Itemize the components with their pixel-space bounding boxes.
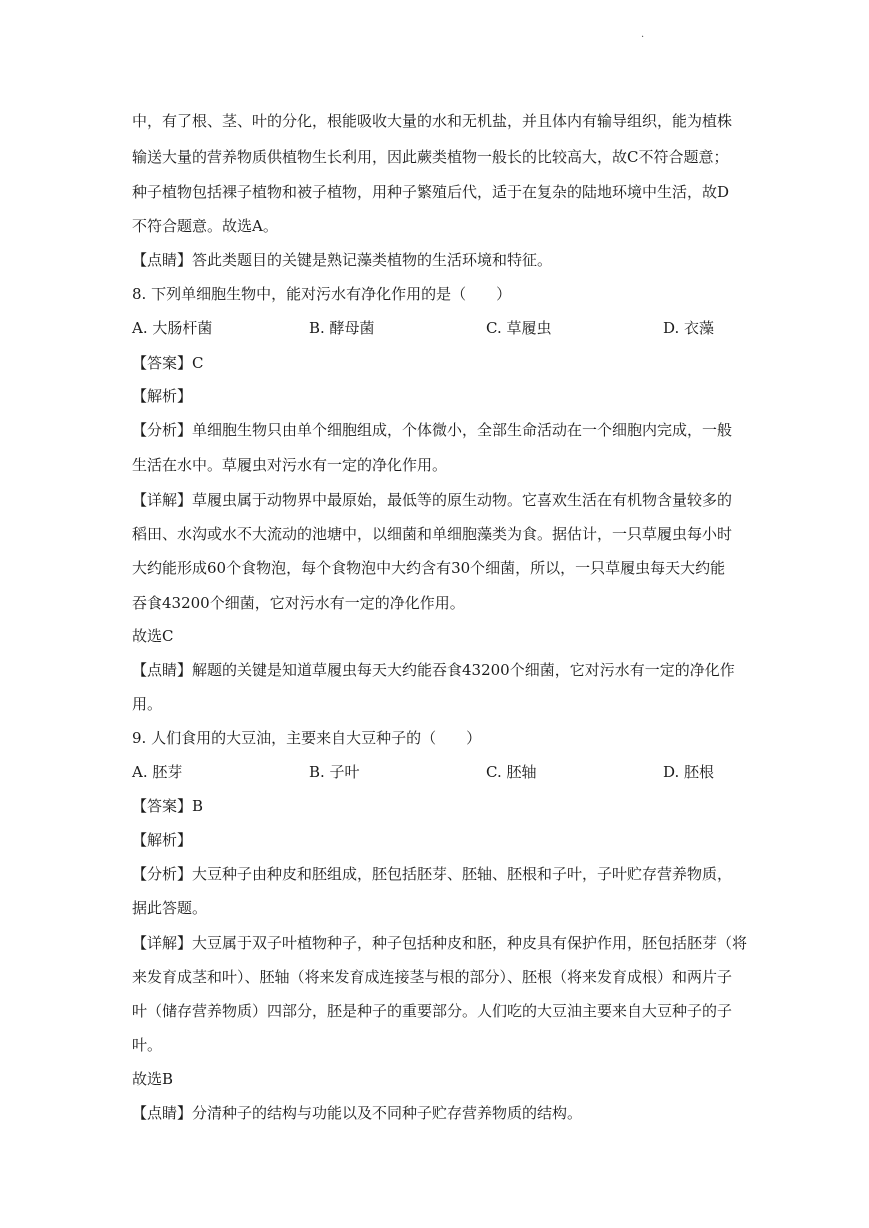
text-line: 稻田、水沟或水不大流动的池塘中，以细菌和单细胞藻类为食。据估计，一只草履虫每小时	[132, 525, 733, 543]
question-8-stem: 8. 下列单细胞生物中，能对污水有净化作用的是（ ）	[132, 285, 512, 303]
q9-option-c: C. 胚轴	[486, 763, 537, 781]
text-line: 来发育成茎和叶）、胚轴（将来发育成连接茎与根的部分）、胚根（将来发育成根）和两片子	[132, 968, 733, 986]
analysis-heading: 【解析】	[132, 387, 193, 405]
note-line: 【点睛】解题的关键是知道草履虫每天大约能吞食43200个细菌，它对污水有一定的净化作	[132, 661, 735, 679]
text-line: 用。	[132, 695, 163, 713]
text-line: 吞食43200个细菌，它对污水有一定的净化作用。	[132, 594, 465, 612]
text-line: 【分析】单细胞生物只由单个细胞组成，个体微小，全部生命活动在一个细胞内完成，一般	[132, 421, 733, 439]
q9-option-a: A. 胚芽	[132, 763, 183, 781]
text-line: 中，有了根、茎、叶的分化，根能吸收大量的水和无机盐，并且体内有输导组织，能为植株	[132, 112, 733, 130]
text-line: 大约能形成60个食物泡，每个食物泡中大约含有30个细菌，所以，一只草履虫每天大约能	[132, 559, 726, 577]
text-line: 生活在水中。草履虫对污水有一定的净化作用。	[132, 456, 448, 474]
text-line: 【详解】大豆属于双子叶植物种子，种子包括种皮和胚，种皮具有保护作用，胚包括胚芽（将	[132, 934, 748, 952]
analysis-heading: 【解析】	[132, 831, 193, 849]
text-line: 叶。	[132, 1036, 163, 1054]
q9-option-d: D. 胚根	[663, 763, 715, 781]
text-line: 据此答题。	[132, 899, 208, 917]
text-line: 【详解】草履虫属于动物界中最原始，最低等的原生动物。它喜欢生活在有机物含量较多的	[132, 491, 733, 509]
answer-line: 【答案】B	[132, 797, 204, 815]
question-9-stem: 9. 人们食用的大豆油，主要来自大豆种子的（ ）	[132, 729, 482, 747]
note-line: 【点睛】答此类题目的关键是熟记藻类植物的生活环境和特征。	[132, 251, 553, 269]
text-line: 输送大量的营养物质供植物生长利用，因此蕨类植物一般长的比较高大，故C不符合题意；	[132, 148, 729, 166]
text-line: 故选B	[132, 1070, 174, 1088]
text-line: 【分析】大豆种子由种皮和胚组成，胚包括胚芽、胚轴、胚根和子叶，子叶贮存营养物质，	[132, 865, 733, 883]
q8-option-c: C. 草履虫	[486, 319, 552, 337]
text-line: 叶（储存营养物质）四部分，胚是种子的重要部分。人们吃的大豆油主要来自大豆种子的子	[132, 1002, 733, 1020]
q9-option-b: B. 子叶	[309, 763, 360, 781]
q8-option-d: D. 衣藻	[663, 319, 715, 337]
answer-line: 【答案】C	[132, 354, 204, 372]
q8-option-b: B. 酵母菌	[309, 319, 375, 337]
text-line: 不符合题意。故选A。	[132, 217, 278, 235]
text-line: 故选C	[132, 627, 174, 645]
text-line: 种子植物包括裸子植物和被子植物，用种子繁殖后代，适于在复杂的陆地环境中生活，故D	[132, 183, 730, 201]
q8-option-a: A. 大肠杆菌	[132, 319, 213, 337]
header-mark: ·	[641, 32, 645, 43]
note-line: 【点睛】分清种子的结构与功能以及不同种子贮存营养物质的结构。	[132, 1104, 583, 1122]
